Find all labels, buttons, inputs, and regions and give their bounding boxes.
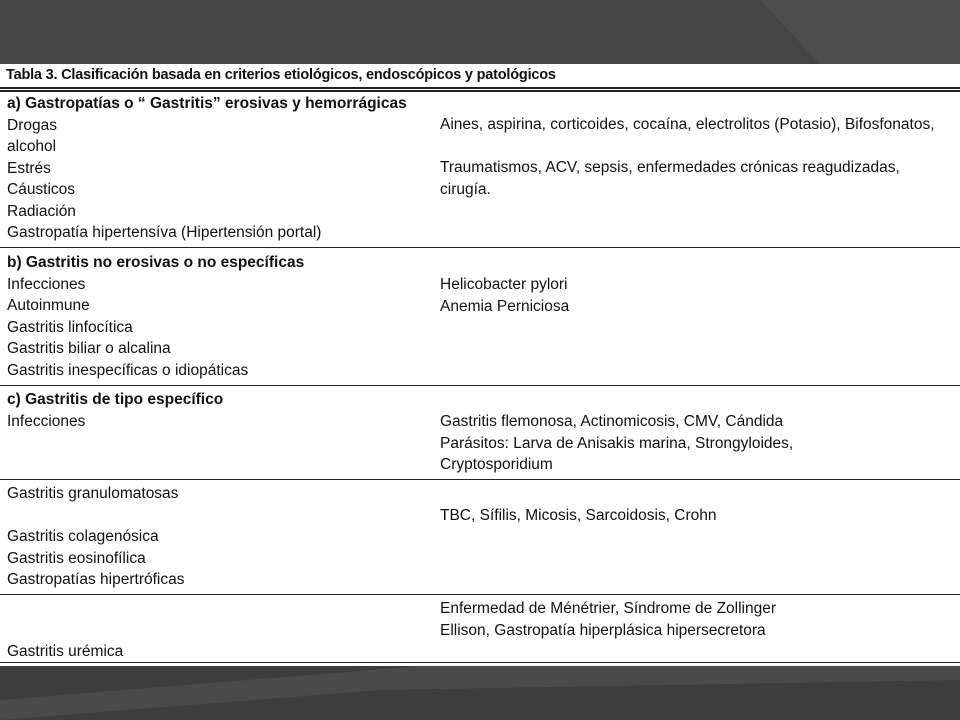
section-d-left [7, 483, 184, 591]
section-a-right [440, 114, 935, 200]
table-cell [440, 136, 935, 158]
table-cell: Radiación [7, 202, 76, 220]
section-c-right [440, 411, 793, 476]
divider [0, 247, 960, 248]
table-cell: Gastritis flemonosa, Actinomicosis, CMV, Cándida [440, 413, 784, 430]
table-cell: Autoinmune [7, 297, 90, 314]
divider [0, 479, 960, 480]
table-document [0, 64, 960, 666]
table-cell: Infecciones [7, 275, 86, 293]
divider [0, 662, 960, 663]
table-cell: Gastritis colagenósica [7, 528, 159, 545]
section-a-left [7, 93, 407, 244]
section-b-right [440, 274, 569, 317]
table-cell [7, 505, 184, 527]
table-cell [440, 483, 717, 505]
section-header: b) Gastritis no erosivas o no específicas [7, 254, 305, 271]
table-cell: cirugía. [440, 180, 491, 198]
table-cell: Estrés [7, 159, 51, 177]
section-header: a) Gastropatías o “ Gastritis” erosivas y hemorrágicas [7, 95, 407, 112]
section-e-right [440, 598, 776, 641]
table-cell: Enfermedad de Ménétrier, Síndrome de Zollinger [440, 600, 777, 617]
section-e-left [7, 598, 123, 663]
divider [0, 87, 960, 89]
section-b-left [7, 252, 304, 381]
divider [0, 385, 960, 386]
table-cell: Anemia Perniciosa [440, 297, 570, 315]
table-cell: Ellison, Gastropatía hiperplásica hipersecretora [440, 621, 766, 639]
table-cell: Aines, aspirina, corticoides, cocaína, electrolitos (Potasio), Bifosfonatos, [440, 116, 935, 133]
table-cell: Parásitos: Larva de Anisakis marina, Strongyloides, [440, 434, 794, 452]
table-cell: Gastritis granulomatosas [7, 485, 179, 502]
divider [0, 594, 960, 595]
divider [0, 90, 960, 92]
table-cell: Gastritis inespecíficas o idiopáticas [7, 361, 249, 379]
table-cell: Cáusticos [7, 181, 76, 198]
table-cell: Gastritis linfocítica [7, 318, 133, 336]
table-cell: alcohol [7, 138, 57, 155]
table-cell: Infecciones [7, 412, 86, 430]
table-cell: Traumatismos, ACV, sepsis, enfermedades crónicas reagudizadas, [440, 159, 900, 176]
table-cell [7, 620, 123, 642]
section-header: c) Gastritis de tipo específico [7, 391, 224, 408]
table-cell: TBC, Sífilis, Micosis, Sarcoidosis, Crohn [440, 506, 717, 524]
section-d-right [440, 483, 717, 526]
table-cell: Gastritis urémica [7, 643, 124, 660]
table-title: Tabla 3. Clasificación basada en criterios etiológicos, endoscópicos y patológicos [6, 67, 556, 83]
table-cell: Gastritis biliar o alcalina [7, 340, 171, 357]
table-cell: Drogas [7, 116, 57, 134]
table-cell [7, 598, 123, 620]
section-c-left [7, 389, 223, 432]
table-cell: Gastropatía hipertensíva (Hipertensión portal) [7, 224, 322, 241]
table-cell: Gastritis eosinofílica [7, 549, 146, 567]
table-cell: Cryptosporidium [440, 456, 553, 473]
table-cell: Gastropatías hipertróficas [7, 571, 185, 588]
table-cell: Helicobacter pylori [440, 276, 568, 293]
